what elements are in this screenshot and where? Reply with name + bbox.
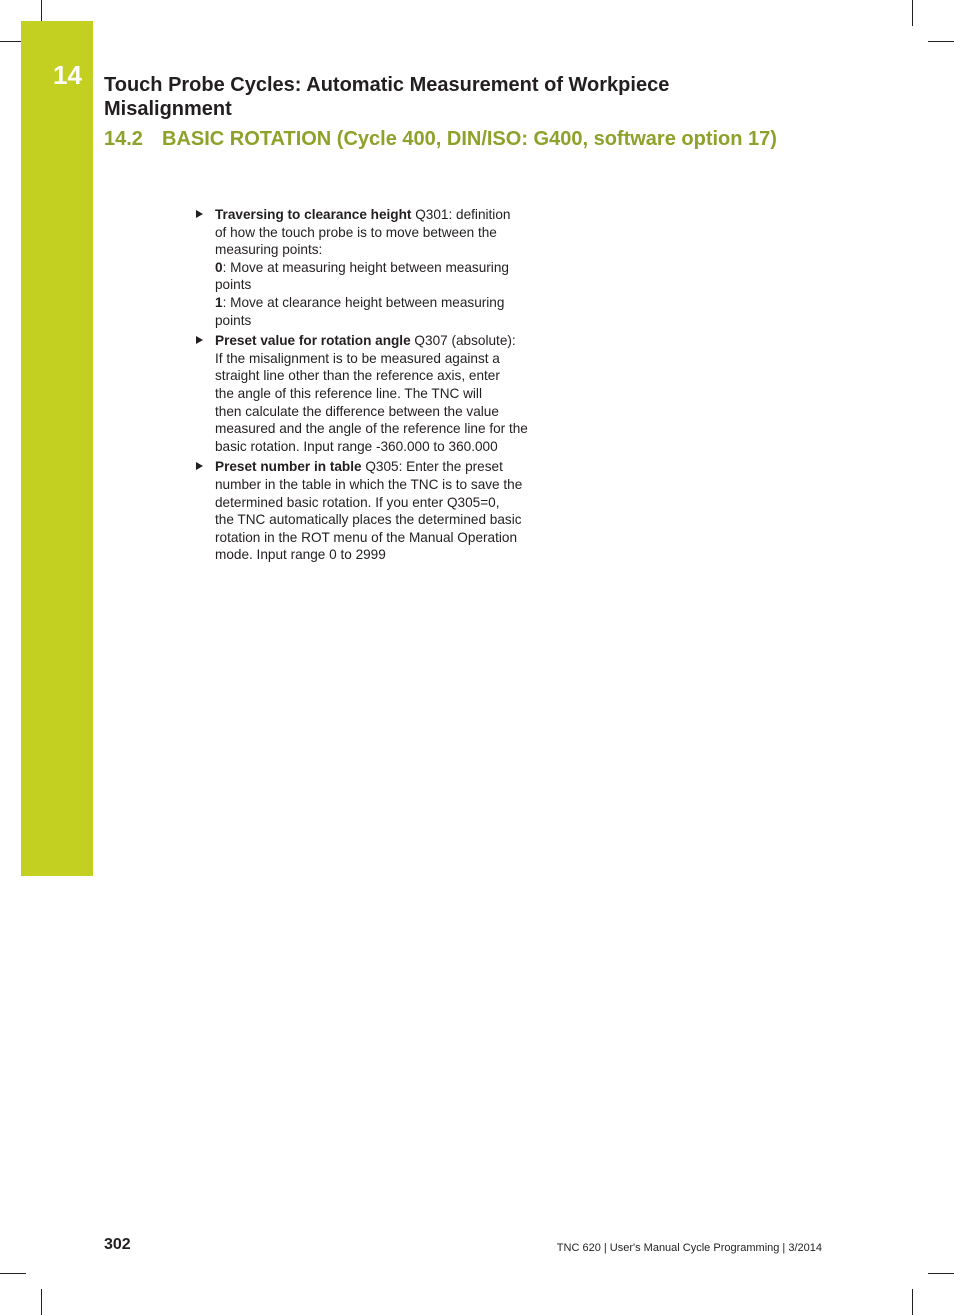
bullet-triangle-icon [196,210,203,218]
parameter-name: Preset number in table [215,459,362,475]
chapter-title [104,73,804,121]
parameter-text: rotation in the ROT menu of the Manual Operation [215,529,518,545]
footer-text: TNC 620 | User's Manual Cycle Programming | 3/2014 [556,1242,822,1254]
parameter-text: determined basic rotation. If you enter Q305=0, [215,494,500,510]
option-text: points [215,312,252,328]
parameter-text: then calculate the difference between the value [215,403,499,419]
parameter-text: measuring points: [215,242,323,258]
crop-mark [912,0,913,26]
parameter-text: straight line other than the reference axis, enter [215,368,500,384]
parameter-text: Q305: Enter the preset [361,459,503,475]
parameter-list [193,206,563,567]
crop-mark [41,1289,42,1315]
crop-mark [928,1273,954,1274]
bullet-triangle-icon [196,462,203,470]
section-title [104,128,777,151]
option-text: : Move at clearance height between measuring [222,294,505,310]
parameter-text: the angle of this reference line. The TNC will [215,385,482,401]
bullet-triangle-icon [196,336,203,344]
chapter-title-line: Touch Probe Cycles: Automatic Measurement of Workpiece [104,74,670,96]
list-item [193,458,563,564]
list-item [193,206,563,329]
parameter-text: measured and the angle of the reference line for the [215,421,528,437]
option-text: : Move at measuring height between measuring [222,259,509,275]
parameter-name: Preset value for rotation angle [215,333,411,349]
crop-mark [0,1273,26,1274]
chapter-sidebar [21,21,93,876]
parameter-text: Q307 (absolute): [410,333,516,349]
option-text: points [215,277,252,293]
parameter-text: number in the table in which the TNC is to save the [215,476,523,492]
section-number: 14.2 [104,128,143,150]
chapter-number: 14 [53,60,82,90]
parameter-text: of how the touch probe is to move between the [215,224,497,240]
parameter-text: the TNC automatically places the determined basic [215,512,522,528]
chapter-title-line: Misalignment [104,98,232,120]
parameter-text: mode. Input range 0 to 2999 [215,547,386,563]
crop-mark [928,41,954,42]
parameter-text: If the misalignment is to be measured against a [215,350,500,366]
option-key: 1 [215,294,223,310]
section-title-text: BASIC ROTATION (Cycle 400, DIN/ISO: G400, software option 17) [162,128,777,150]
option-key: 0 [215,259,223,275]
list-item [193,332,563,455]
parameter-name: Traversing to clearance height [215,207,412,222]
parameter-text: Q301: definition [411,207,511,222]
crop-mark [912,1289,913,1315]
parameter-text: basic rotation. Input range -360.000 to 360.000 [215,438,498,454]
page-number: 302 [104,1236,131,1253]
